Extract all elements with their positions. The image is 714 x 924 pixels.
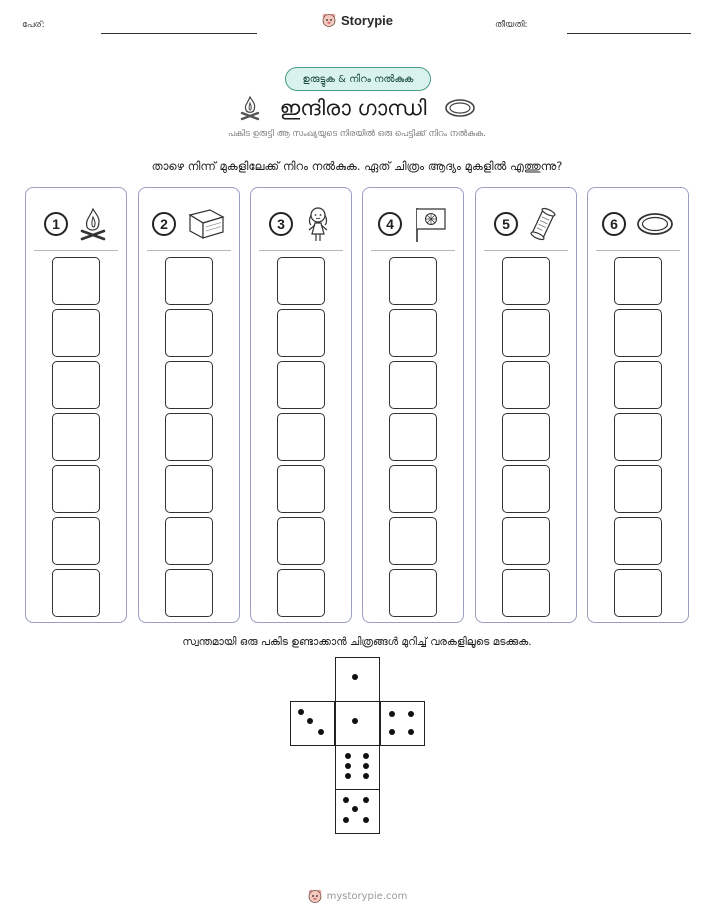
pip — [298, 709, 304, 715]
color-box[interactable] — [389, 361, 437, 409]
pip — [408, 711, 414, 717]
column-divider — [596, 250, 680, 251]
color-box[interactable] — [165, 465, 213, 513]
column-number: 6 — [602, 212, 626, 236]
color-box[interactable] — [389, 569, 437, 617]
color-box[interactable] — [52, 465, 100, 513]
column-number: 5 — [494, 212, 518, 236]
dice-instruction: സ്വന്തമായി ഒരു പകിട ഉണ്ടാക്കാൻ ചിത്രങ്ങൾ മുറിച്ച് വരകളിലൂടെ മടക്കുക. — [182, 636, 532, 648]
color-box[interactable] — [52, 413, 100, 461]
title-row — [0, 92, 714, 124]
pip — [345, 763, 351, 769]
color-box[interactable] — [502, 257, 550, 305]
pip — [389, 729, 395, 735]
color-box[interactable] — [277, 517, 325, 565]
flag-icon — [412, 205, 448, 243]
brand-logo — [0, 12, 714, 28]
pip — [343, 817, 349, 823]
name-label: പേര്: — [22, 20, 45, 30]
color-box[interactable] — [502, 309, 550, 357]
pip — [307, 718, 313, 724]
pip — [363, 797, 369, 803]
color-box[interactable] — [614, 569, 662, 617]
pip — [345, 773, 351, 779]
color-box[interactable] — [502, 517, 550, 565]
color-box[interactable] — [277, 413, 325, 461]
book-icon — [186, 207, 226, 241]
ring-icon — [444, 97, 476, 119]
campfire-icon — [78, 206, 108, 242]
color-box[interactable] — [277, 569, 325, 617]
pip — [345, 753, 351, 759]
color-box[interactable] — [502, 569, 550, 617]
color-box[interactable] — [277, 257, 325, 305]
pip — [389, 711, 395, 717]
column-number: 4 — [378, 212, 402, 236]
date-line[interactable] — [567, 33, 691, 34]
column-number: 3 — [269, 212, 293, 236]
color-box[interactable] — [277, 361, 325, 409]
color-box[interactable] — [277, 309, 325, 357]
color-box[interactable] — [52, 569, 100, 617]
color-box[interactable] — [614, 361, 662, 409]
color-box[interactable] — [389, 465, 437, 513]
page-subtitle: പകിട ഉരുട്ടി ആ സംഖ്യയുടെ നിരയിൽ ഒരു പെട്ടിക്ക് നിറം നൽകുക. — [228, 129, 486, 139]
column-header — [588, 202, 688, 246]
color-box[interactable] — [502, 465, 550, 513]
column-3 — [250, 187, 352, 623]
color-box[interactable] — [277, 465, 325, 513]
date-label: തീയതി: — [495, 20, 528, 30]
color-box[interactable] — [614, 413, 662, 461]
pip — [408, 729, 414, 735]
die-face-center — [335, 701, 380, 746]
storypie-mascot-icon — [321, 12, 337, 28]
color-box[interactable] — [165, 517, 213, 565]
color-box[interactable] — [389, 517, 437, 565]
column-divider — [484, 250, 568, 251]
color-box[interactable] — [389, 257, 437, 305]
column-header — [476, 202, 576, 246]
column-5 — [475, 187, 577, 623]
footer-link[interactable]: mystorypie.com — [326, 890, 408, 902]
column-6 — [587, 187, 689, 623]
color-box[interactable] — [165, 413, 213, 461]
column-number: 2 — [152, 212, 176, 236]
pip — [343, 797, 349, 803]
color-box[interactable] — [614, 309, 662, 357]
column-header — [363, 202, 463, 246]
brand-name: Storypie — [340, 12, 393, 28]
column-divider — [34, 250, 118, 251]
column-divider — [147, 250, 231, 251]
name-line[interactable] — [101, 33, 257, 34]
color-box[interactable] — [165, 257, 213, 305]
color-box[interactable] — [165, 361, 213, 409]
activity-badge: ഉരുട്ടുക & നിറം നൽകുക — [285, 67, 431, 91]
color-box[interactable] — [52, 257, 100, 305]
pip — [363, 773, 369, 779]
color-box[interactable] — [614, 465, 662, 513]
die-face-right — [380, 701, 425, 746]
instruction-text: താഴെ നിന്ന് മുകളിലേക്ക് നിറം നൽകുക. ഏത് ചിത്രം ആദ്യം മുകളിൽ എത്തുന്നു? — [151, 159, 563, 173]
color-box[interactable] — [502, 361, 550, 409]
die-face-left — [290, 701, 335, 746]
pip — [352, 674, 358, 680]
color-box[interactable] — [52, 309, 100, 357]
ring-icon — [636, 210, 674, 238]
die-face-lower — [335, 745, 380, 790]
pip — [363, 817, 369, 823]
pip — [363, 763, 369, 769]
footer — [0, 888, 714, 904]
column-2 — [138, 187, 240, 623]
column-4 — [362, 187, 464, 623]
scroll-icon — [528, 205, 558, 243]
page-title: ഇന്ദിരാ ഗാന്ധി — [279, 95, 427, 120]
column-header — [251, 202, 351, 246]
column-header — [139, 202, 239, 246]
color-box[interactable] — [52, 517, 100, 565]
column-1 — [25, 187, 127, 623]
storypie-mascot-icon — [307, 888, 323, 904]
color-box[interactable] — [614, 257, 662, 305]
pip — [363, 753, 369, 759]
pip — [352, 806, 358, 812]
campfire-icon — [238, 95, 262, 121]
die-face-top — [335, 657, 380, 702]
color-box[interactable] — [502, 413, 550, 461]
die-face-bottom — [335, 789, 380, 834]
color-box[interactable] — [165, 309, 213, 357]
color-box[interactable] — [165, 569, 213, 617]
color-box[interactable] — [389, 309, 437, 357]
column-divider — [259, 250, 343, 251]
column-header — [26, 202, 126, 246]
pip — [352, 718, 358, 724]
column-divider — [371, 250, 455, 251]
color-box[interactable] — [389, 413, 437, 461]
color-box[interactable] — [52, 361, 100, 409]
color-box[interactable] — [614, 517, 662, 565]
girl-doll-icon — [303, 205, 333, 243]
column-number: 1 — [44, 212, 68, 236]
pip — [318, 729, 324, 735]
